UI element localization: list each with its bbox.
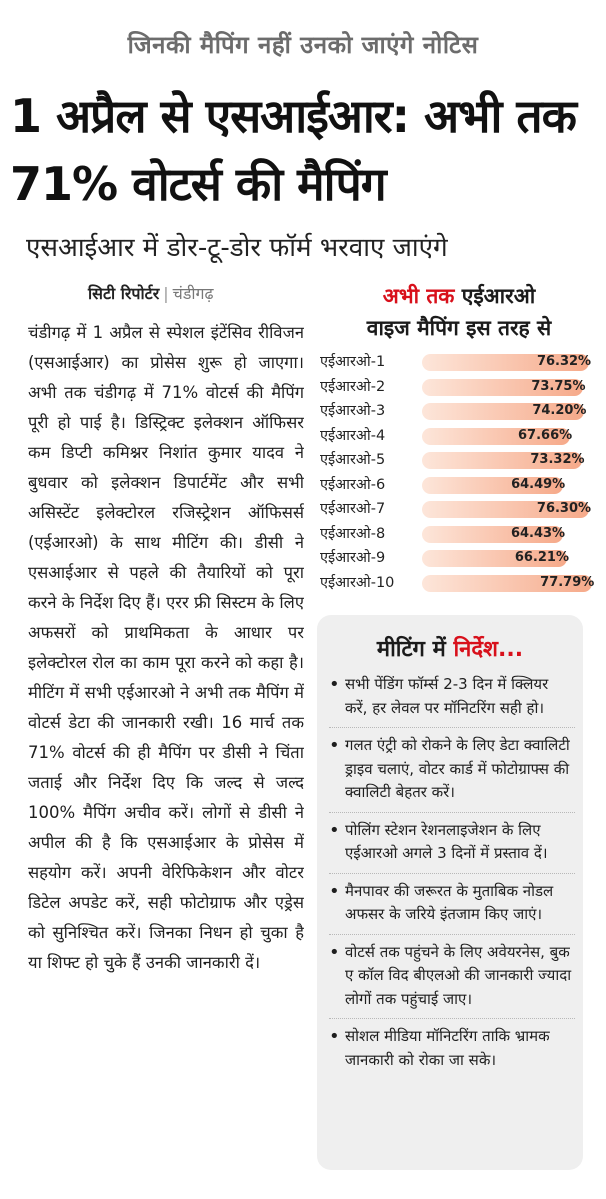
notes-item [329,819,575,874]
chart-row [318,473,600,495]
chart-row [318,350,600,372]
meeting-instructions-box [317,615,583,1170]
chart-row [318,424,600,446]
chart-value-label: 73.75% [531,378,586,394]
notes-item-text: पोलिंग स्टेशन रेशनलाइजेशन के लिए एईआरओ अगले 3 दिनों में प्रस्ताव दें। [345,820,548,862]
bullet-icon: • [329,941,340,963]
chart-row [318,571,600,593]
bullet-icon: • [329,880,340,902]
byline-city: चंडीगढ़ [172,284,214,303]
chart-category-label: एईआरओ-7 [320,501,386,517]
byline-separator: | [163,284,169,303]
kicker: जिनकी मैपिंग नहीं उनको जाएंगे नोटिस [127,31,479,59]
bullet-icon: • [329,819,340,841]
chart-row [318,522,600,544]
chart-category-label: एईआरओ-1 [320,354,386,370]
deck: एसआईआर में डोर-टू-डोर फॉर्म भरवाए जाएंगे [26,233,448,263]
notes-title-red: निर्देश... [453,637,524,662]
chart-value-label: 76.30% [536,501,592,516]
chart-value-label: 64.49% [511,476,566,492]
chart-row [318,546,600,568]
bullet-icon: • [329,735,340,756]
article-body: चंडीगढ़ में 1 अप्रैल से स्पेशल इंटेंसिव रीविजन (एसआईआर) का प्रोसेस शुरू हो जाएगा। अभी तक चंडीगढ़ में 71% वोटर्स की मैपिंग पूरी हो पाई है। डिस्ट्रिक्ट इलेक्शन ऑफिसर कम डिप्टी कमिश्नर निशांत कुमार यादव ने बुधवार को इलेक्शन डिपार्टमेंट और सभी असिस्टेंट इलेक्टोरल रजिस्ट्रेशन ऑफिसर्स (एईआरओ) के साथ मीटिंग की। डीसी ने एसआईआर से पहले की तैयारियों को पूरा करने के निर्देश दिए हैं। एरर फ्री सिस्टम के लिए अफसरों को प्राथमिकता के आधार पर इलेक्टोरल रोल का काम पूरा करने को कहा है। मीटिंग में सभी एईआरओ ने अभी तक मैपिंग में वोटर्स डेटा की जानकारी रखी। 16 मार्च तक 71% वोटर्स की ही मैपिंग पर डीसी ने चिंता जताई और निर्देश दिए कि जल्द से जल्द 100% मैपिंग अचीव करें। लोगों से डीसी ने अपील की है कि एसआईआर के प्रोसेस में सहयोग करें। अपनी वेरिफिकेशन और वोटर डिटेल अपडेट करें, सही फोटोग्राफ और एड्रेस को सुनिश्चित करें। जिनका निधन हो चुका है या शिफ्ट हो चुके हैं उनकी जानकारी दें। [28,323,304,972]
notes-item-text: गलत एंट्री को रोकने के लिए डेटा क्वालिटी ड्राइव चलाएं, वोटर कार्ड में फोटोग्राफ्स की क्वालिटी बेहतर करें। [345,736,570,801]
byline [88,282,214,304]
chart-row [318,399,600,421]
notes-item [329,734,575,813]
notes-item-text: सोशल मीडिया मॉनिटरिंग ताकि भ्रामक जानकारी को रोका जा सके। [345,1027,550,1069]
byline-reporter: सिटी रिपोर्टर [88,284,160,303]
headline: 1 अप्रैल से एसआईआर: अभी तक 71% वोटर्स की मैपिंग [10,89,576,211]
notes-item [329,941,575,1020]
notes-title [317,633,583,663]
chart-category-label: एईआरओ-8 [320,525,386,542]
bullet-icon: • [329,674,340,695]
notes-item-text: मैनपावर की जरूरत के मुताबिक नोडल अफसर के जरिये इंतजाम किए जाएं। [345,881,554,923]
notes-list [329,673,575,1085]
notes-item [329,673,575,728]
chart-row [318,448,600,470]
chart-value-label: 64.43% [510,525,566,541]
chart-value-label: 74.20% [532,403,587,418]
notes-title-black: मीटिंग में [376,637,446,662]
chart-value-label: 76.32% [536,354,592,369]
chart-value-label: 73.32% [530,452,585,467]
chart-value-label: 77.79% [540,574,595,590]
chart-category-label: एईआरओ-5 [320,452,386,468]
chart-category-label: एईआरओ-4 [320,427,386,444]
chart-title-rest: एईआरओ [461,284,536,308]
chart-category-label: एईआरओ-10 [320,574,395,591]
chart-category-label: एईआरओ-3 [320,403,386,419]
chart-row [318,497,600,519]
chart-title [318,282,600,310]
chart-category-label: एईआरओ-6 [320,476,386,493]
notes-item [329,880,575,935]
notes-item-text: वोटर्स तक पहुंचने के लिए अवेयरनेस, बुक ए कॉल विद बीएलओ की जानकारी ज्यादा लोगों तक पहुंचाई जाए। [345,942,572,1008]
aero-mapping-chart [318,280,600,610]
chart-subtitle: वाइज मैपिंग इस तरह से [366,316,552,340]
notes-item [329,1025,575,1079]
chart-value-label: 66.21% [514,550,569,565]
bullet-icon: • [329,1026,340,1047]
chart-title-highlight: अभी तक [382,284,455,308]
chart-category-label: एईआरओ-9 [320,550,386,566]
chart-value-label: 67.66% [518,427,573,443]
chart-category-label: एईआरओ-2 [320,378,386,395]
notes-item-text: सभी पेंडिंग फॉर्म्स 2-3 दिन में क्लियर करें, हर लेवल पर मॉनिटरिंग सही हो। [345,675,549,717]
chart-row [318,375,600,397]
